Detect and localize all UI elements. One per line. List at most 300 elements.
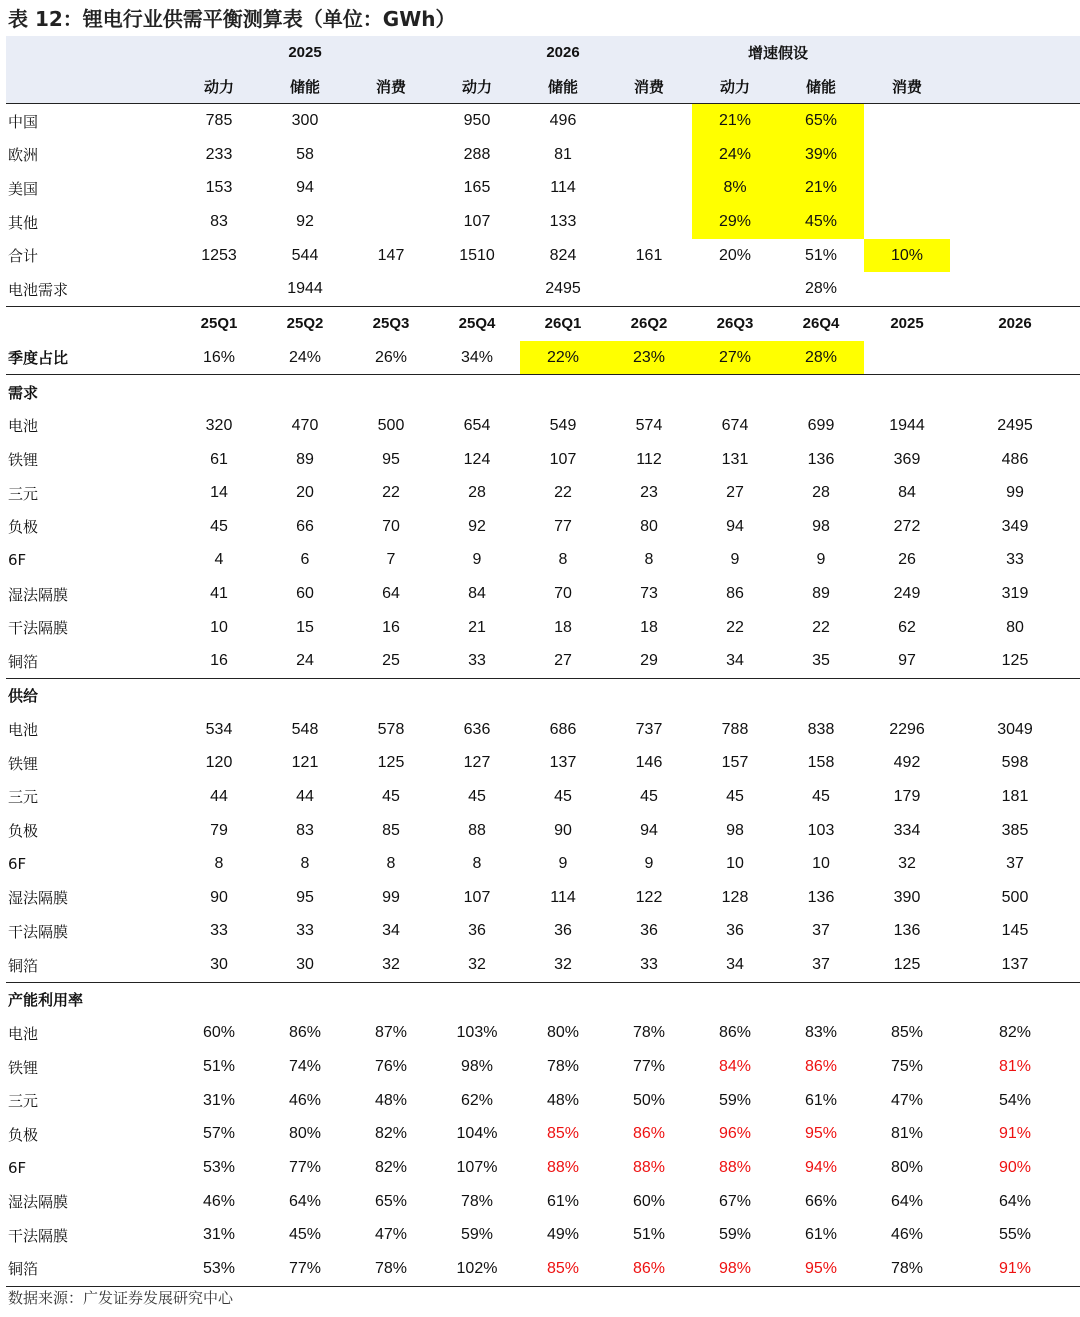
- utilization-value: 62%: [460, 1091, 494, 1109]
- demand-value: 549: [549, 416, 577, 434]
- utilization-value: 77%: [288, 1158, 322, 1176]
- supply-item-label: 三元: [8, 788, 39, 807]
- supply-value: 179: [893, 787, 921, 805]
- supply-row: [6, 780, 1080, 814]
- region-value: 233: [205, 145, 233, 163]
- region-value: 824: [549, 246, 577, 264]
- demand-value: 8: [558, 551, 568, 569]
- utilization-item-label: 电池: [8, 1024, 39, 1043]
- quarter-header: 26Q4: [802, 315, 840, 333]
- demand-value: 9: [816, 551, 826, 569]
- demand-value: 33: [434, 645, 520, 679]
- supply-value: 9: [644, 855, 654, 873]
- table-cell: [950, 138, 1080, 172]
- share-value: 34%: [434, 341, 520, 375]
- utilization-value: 95%: [778, 1252, 864, 1286]
- utilization-row: [6, 1084, 1080, 1118]
- region-value: 107: [463, 213, 491, 231]
- supply-value: 90: [210, 888, 228, 906]
- utilization-item-label: 干法隔膜: [8, 1226, 69, 1245]
- utilization-value: 91%: [999, 1125, 1032, 1143]
- table-cell: [778, 679, 864, 713]
- utilization-value: 86%: [804, 1058, 838, 1076]
- demand-value: 699: [807, 416, 835, 434]
- share-value: 23%: [606, 341, 692, 375]
- utilization-value: 80%: [891, 1158, 924, 1176]
- demand-value: 61: [210, 450, 228, 468]
- utilization-value: 53%: [176, 1252, 262, 1286]
- demand-value: 25: [348, 645, 434, 679]
- supply-value: 95: [296, 888, 314, 906]
- utilization-item-label: 铜箔: [6, 1252, 176, 1286]
- region-value: 29%: [692, 205, 778, 239]
- header-blank: [6, 70, 176, 104]
- utilization-value: 64%: [891, 1192, 924, 1210]
- demand-value: 2495: [997, 416, 1033, 434]
- region-value: 20%: [718, 246, 752, 264]
- utilization-section-row: [6, 982, 1080, 1016]
- supply-value: 32: [348, 948, 434, 982]
- demand-value: 27: [520, 645, 606, 679]
- subcol-header: 动力: [434, 70, 520, 104]
- supply-value: 598: [1001, 754, 1029, 772]
- utilization-value: 90%: [999, 1158, 1032, 1176]
- supply-value: 136: [893, 922, 921, 940]
- table-cell: [262, 982, 348, 1016]
- utilization-value: 48%: [546, 1091, 580, 1109]
- utilization-value: 64%: [999, 1192, 1032, 1210]
- utilization-value: 88%: [632, 1158, 666, 1176]
- supply-value: 122: [635, 888, 663, 906]
- demand-value: 80: [1006, 618, 1024, 636]
- region-value: 58: [296, 145, 314, 163]
- region-row: [6, 205, 1080, 239]
- demand-row: [6, 577, 1080, 611]
- region-value: [864, 172, 950, 206]
- table-cell: [950, 104, 1080, 138]
- demand-value: 7: [386, 551, 396, 569]
- utilization-value: 87%: [374, 1024, 408, 1042]
- table-cell: [348, 375, 434, 409]
- region-value: 28%: [778, 272, 864, 306]
- utilization-value: 74%: [288, 1058, 322, 1076]
- demand-value: 73: [640, 585, 658, 603]
- region-row: [6, 104, 1080, 138]
- demand-value: 249: [893, 585, 921, 603]
- region-label: 中国: [8, 112, 39, 131]
- utilization-value: 96%: [718, 1125, 752, 1143]
- region-value: 288: [463, 145, 491, 163]
- quarter-header: 25Q3: [372, 315, 410, 333]
- demand-value: 22: [812, 618, 830, 636]
- region-value: 2495: [520, 272, 606, 306]
- region-value: 21%: [692, 104, 778, 138]
- region-value: 92: [296, 213, 314, 231]
- utilization-value: 57%: [202, 1125, 236, 1143]
- utilization-value: 107%: [456, 1158, 498, 1176]
- utilization-value: 48%: [374, 1091, 408, 1109]
- region-value: 161: [635, 246, 663, 264]
- region-value: [692, 272, 778, 306]
- demand-row: [6, 645, 1080, 679]
- region-value: [348, 138, 434, 172]
- table-cell: [950, 239, 1080, 273]
- supply-row: [6, 948, 1080, 982]
- utilization-item-label: 负极: [8, 1125, 39, 1144]
- header-blank: [950, 70, 1080, 104]
- utilization-row: [6, 1050, 1080, 1084]
- region-value: [348, 272, 434, 306]
- utilization-row: [6, 1185, 1080, 1219]
- table-cell: [348, 679, 434, 713]
- supply-value: 8: [214, 855, 224, 873]
- demand-item-label: 干法隔膜: [8, 619, 69, 638]
- growth-assumption-header: 增速假设: [692, 36, 864, 70]
- demand-value: 92: [468, 517, 486, 535]
- utilization-value: 81%: [891, 1125, 924, 1143]
- demand-value: 97: [864, 645, 950, 679]
- quarter-header: 25Q1: [200, 315, 238, 333]
- region-row: [6, 272, 1080, 306]
- demand-value: 272: [893, 517, 921, 535]
- supply-value: 36: [640, 922, 658, 940]
- supply-row: [6, 881, 1080, 915]
- utilization-value: 95%: [804, 1125, 838, 1143]
- utilization-row: [6, 1218, 1080, 1252]
- region-value: 39%: [778, 138, 864, 172]
- demand-value: 35: [778, 645, 864, 679]
- supply-value: 103: [807, 821, 835, 839]
- region-row: [6, 138, 1080, 172]
- utilization-value: 85%: [891, 1024, 924, 1042]
- demand-value: 89: [296, 450, 314, 468]
- supply-item-label: 湿法隔膜: [8, 889, 69, 908]
- supply-value: 33: [606, 948, 692, 982]
- utilization-value: 86%: [288, 1024, 322, 1042]
- region-value: [606, 272, 692, 306]
- quarter-header: 25Q4: [458, 315, 496, 333]
- header-subcols-row: [6, 70, 1080, 104]
- demand-value: 26: [898, 551, 916, 569]
- supply-value: 10: [812, 855, 830, 873]
- demand-section-row: [6, 375, 1080, 409]
- supply-value: 37: [812, 922, 830, 940]
- supply-value: 128: [721, 888, 749, 906]
- supply-value: 32: [520, 948, 606, 982]
- table-cell: [520, 982, 606, 1016]
- utilization-value: 78%: [460, 1192, 494, 1210]
- supply-value: 8: [386, 855, 396, 873]
- region-value: 300: [291, 112, 319, 130]
- utilization-value: 55%: [999, 1226, 1032, 1244]
- quarter-header: 2026: [998, 315, 1032, 333]
- table-cell: [864, 982, 950, 1016]
- utilization-value: 104%: [456, 1125, 498, 1143]
- supply-value: 83: [296, 821, 314, 839]
- subcol-header: 消费: [348, 70, 434, 104]
- supply-value: 36: [726, 922, 744, 940]
- supply-value: 492: [893, 754, 921, 772]
- supply-value: 34: [692, 948, 778, 982]
- supply-value: 85: [382, 821, 400, 839]
- region-label: 其他: [8, 213, 39, 232]
- table-cell: [950, 341, 1080, 375]
- year-2025-header: 2025: [176, 36, 434, 70]
- table-cell: [950, 205, 1080, 239]
- supply-value: 45: [382, 787, 400, 805]
- table-cell: [606, 375, 692, 409]
- demand-row: [6, 544, 1080, 578]
- utilization-item-label: 铁锂: [8, 1058, 39, 1077]
- utilization-value: 78%: [864, 1252, 950, 1286]
- utilization-row: [6, 1151, 1080, 1185]
- demand-row: [6, 476, 1080, 510]
- demand-value: 33: [1006, 551, 1024, 569]
- utilization-value: 80%: [546, 1024, 580, 1042]
- supply-value: 45: [726, 787, 744, 805]
- region-value: [606, 138, 692, 172]
- region-value: 153: [205, 179, 233, 197]
- supply-value: 33: [210, 922, 228, 940]
- table-cell: [950, 679, 1080, 713]
- supply-value: 34: [382, 922, 400, 940]
- table-cell: [864, 679, 950, 713]
- utilization-value: 86%: [606, 1252, 692, 1286]
- demand-value: 94: [726, 517, 744, 535]
- demand-value: 16: [382, 618, 400, 636]
- utilization-row: [6, 1017, 1080, 1051]
- demand-value: 500: [377, 416, 405, 434]
- demand-item-label: 电池: [8, 417, 39, 436]
- region-value: 83: [210, 213, 228, 231]
- demand-value: 124: [463, 450, 491, 468]
- supply-row: [6, 746, 1080, 780]
- demand-row: [6, 409, 1080, 443]
- demand-value: 349: [1001, 517, 1029, 535]
- demand-value: 70: [382, 517, 400, 535]
- region-value: 1253: [201, 246, 237, 264]
- subcol-header: 储能: [262, 70, 348, 104]
- supply-value: 136: [807, 888, 835, 906]
- table-cell: [692, 679, 778, 713]
- region-value: 45%: [778, 205, 864, 239]
- utilization-value: 80%: [288, 1125, 322, 1143]
- supply-value: 107: [463, 888, 491, 906]
- supply-value: 114: [550, 888, 576, 906]
- demand-value: 66: [296, 517, 314, 535]
- table-cell: [606, 982, 692, 1016]
- demand-value: 95: [382, 450, 400, 468]
- region-value: 65%: [778, 104, 864, 138]
- supply-item-label: 负极: [8, 822, 39, 841]
- header-blank: [864, 36, 950, 70]
- supply-value: 98: [726, 821, 744, 839]
- demand-value: 319: [1001, 585, 1029, 603]
- region-value: 8%: [692, 172, 778, 206]
- demand-value: 674: [721, 416, 749, 434]
- supply-value: 125: [864, 948, 950, 982]
- demand-row: [6, 611, 1080, 645]
- demand-value: 136: [807, 450, 835, 468]
- demand-value: 77: [554, 517, 572, 535]
- demand-value: 320: [205, 416, 233, 434]
- table-cell: [864, 375, 950, 409]
- demand-item-label: 湿法隔膜: [8, 585, 69, 604]
- demand-value: 99: [1006, 484, 1024, 502]
- region-value: [348, 172, 434, 206]
- demand-value: 18: [640, 618, 658, 636]
- table-title: 表 12：锂电行业供需平衡测算表（单位：GWh）: [8, 7, 456, 31]
- table-cell: [778, 375, 864, 409]
- supply-value: 44: [210, 787, 228, 805]
- quarter-header: 26Q3: [716, 315, 754, 333]
- region-row: [6, 239, 1080, 273]
- demand-value: 62: [898, 618, 916, 636]
- supply-value: 534: [205, 720, 233, 738]
- supply-value: 158: [807, 754, 835, 772]
- supply-value: 3049: [997, 720, 1033, 738]
- demand-value: 4: [214, 551, 224, 569]
- demand-value: 654: [463, 416, 491, 434]
- utilization-section-label: 产能利用率: [8, 991, 84, 1010]
- utilization-value: 81%: [999, 1058, 1032, 1076]
- demand-value: 84: [898, 484, 916, 502]
- utilization-value: 54%: [999, 1091, 1032, 1109]
- utilization-value: 78%: [632, 1024, 666, 1042]
- utilization-value: 85%: [520, 1252, 606, 1286]
- subcol-header: 消费: [606, 70, 692, 104]
- supply-row: [6, 814, 1080, 848]
- utilization-value: 51%: [632, 1226, 666, 1244]
- demand-value: 369: [893, 450, 921, 468]
- year-2026-header: 2026: [434, 36, 692, 70]
- utilization-value: 88%: [546, 1158, 580, 1176]
- share-value: 16%: [176, 341, 262, 375]
- demand-value: 9: [730, 551, 740, 569]
- subcol-header: 动力: [692, 70, 778, 104]
- table-cell: [434, 375, 520, 409]
- region-value: 10%: [864, 239, 950, 273]
- data-source: 数据来源：广发证券发展研究中心: [8, 1289, 234, 1307]
- supply-value: 137: [549, 754, 577, 772]
- demand-value: 22: [382, 484, 400, 502]
- supply-value: 99: [382, 888, 400, 906]
- demand-value: 22: [554, 484, 572, 502]
- demand-value: 20: [296, 484, 314, 502]
- supply-value: 137: [950, 948, 1080, 982]
- supply-value: 44: [296, 787, 314, 805]
- supply-value: 10: [726, 855, 744, 873]
- region-value: [606, 205, 692, 239]
- utilization-value: 98%: [460, 1058, 494, 1076]
- demand-value: 125: [950, 645, 1080, 679]
- utilization-value: 46%: [202, 1192, 236, 1210]
- utilization-value: 94%: [804, 1158, 838, 1176]
- supply-value: 30: [262, 948, 348, 982]
- demand-value: 14: [210, 484, 228, 502]
- supply-row: [6, 713, 1080, 747]
- demand-value: 41: [210, 585, 228, 603]
- supply-value: 9: [558, 855, 568, 873]
- subcol-header: 动力: [176, 70, 262, 104]
- supply-value: 181: [1001, 787, 1029, 805]
- region-value: 51%: [804, 246, 838, 264]
- region-value: 94: [296, 179, 314, 197]
- quarter-share-row: [6, 341, 1080, 375]
- utilization-value: 64%: [288, 1192, 322, 1210]
- utilization-value: 61%: [546, 1192, 580, 1210]
- supply-item-label: 铜箔: [6, 948, 176, 982]
- region-label: 合计: [8, 247, 39, 266]
- share-value: 27%: [692, 341, 778, 375]
- region-value: 165: [463, 179, 491, 197]
- utilization-value: 102%: [434, 1252, 520, 1286]
- table-cell: [176, 679, 262, 713]
- supply-value: 33: [296, 922, 314, 940]
- demand-value: 470: [291, 416, 319, 434]
- supply-value: 2296: [889, 720, 925, 738]
- supply-value: 157: [721, 754, 749, 772]
- utilization-item-label: 湿法隔膜: [8, 1193, 69, 1212]
- demand-value: 1944: [889, 416, 925, 434]
- utilization-value: 82%: [999, 1024, 1032, 1042]
- supply-value: 788: [721, 720, 749, 738]
- utilization-value: 83%: [804, 1024, 838, 1042]
- supply-item-label: 电池: [8, 721, 39, 740]
- quarter-header: 25Q2: [286, 315, 324, 333]
- demand-value: 27: [726, 484, 744, 502]
- supply-value: 79: [210, 821, 228, 839]
- share-value: 28%: [778, 341, 864, 375]
- utilization-value: 82%: [374, 1158, 408, 1176]
- utilization-value: 88%: [718, 1158, 752, 1176]
- demand-value: 22: [726, 618, 744, 636]
- region-value: [864, 104, 950, 138]
- demand-value: 10: [210, 618, 228, 636]
- utilization-value: 60%: [632, 1192, 666, 1210]
- region-value: [176, 272, 262, 306]
- utilization-value: 47%: [891, 1091, 924, 1109]
- supply-value: 120: [205, 754, 233, 772]
- table-cell: [434, 982, 520, 1016]
- quarter-header: 26Q1: [544, 315, 582, 333]
- supply-value: 636: [463, 720, 491, 738]
- table-cell: [262, 679, 348, 713]
- region-value: 1944: [262, 272, 348, 306]
- share-value: 22%: [520, 341, 606, 375]
- supply-item-label: 铁锂: [8, 754, 39, 773]
- utilization-value: 75%: [891, 1058, 924, 1076]
- region-value: 133: [549, 213, 577, 231]
- region-value: 950: [463, 112, 491, 130]
- region-value: 114: [550, 179, 576, 197]
- utilization-value: 60%: [202, 1024, 236, 1042]
- table-cell: [778, 982, 864, 1016]
- demand-value: 112: [636, 450, 662, 468]
- supply-value: 578: [377, 720, 405, 738]
- demand-value: 89: [812, 585, 830, 603]
- supply-value: 37: [778, 948, 864, 982]
- utilization-value: 46%: [288, 1091, 322, 1109]
- table-cell: [520, 375, 606, 409]
- region-value: 1510: [459, 246, 495, 264]
- utilization-item-label: 三元: [8, 1092, 39, 1111]
- supply-value: 500: [1001, 888, 1029, 906]
- table-cell: [950, 982, 1080, 1016]
- quarter-header: 2025: [890, 315, 924, 333]
- demand-value: 9: [472, 551, 482, 569]
- demand-section-label: 需求: [8, 383, 39, 402]
